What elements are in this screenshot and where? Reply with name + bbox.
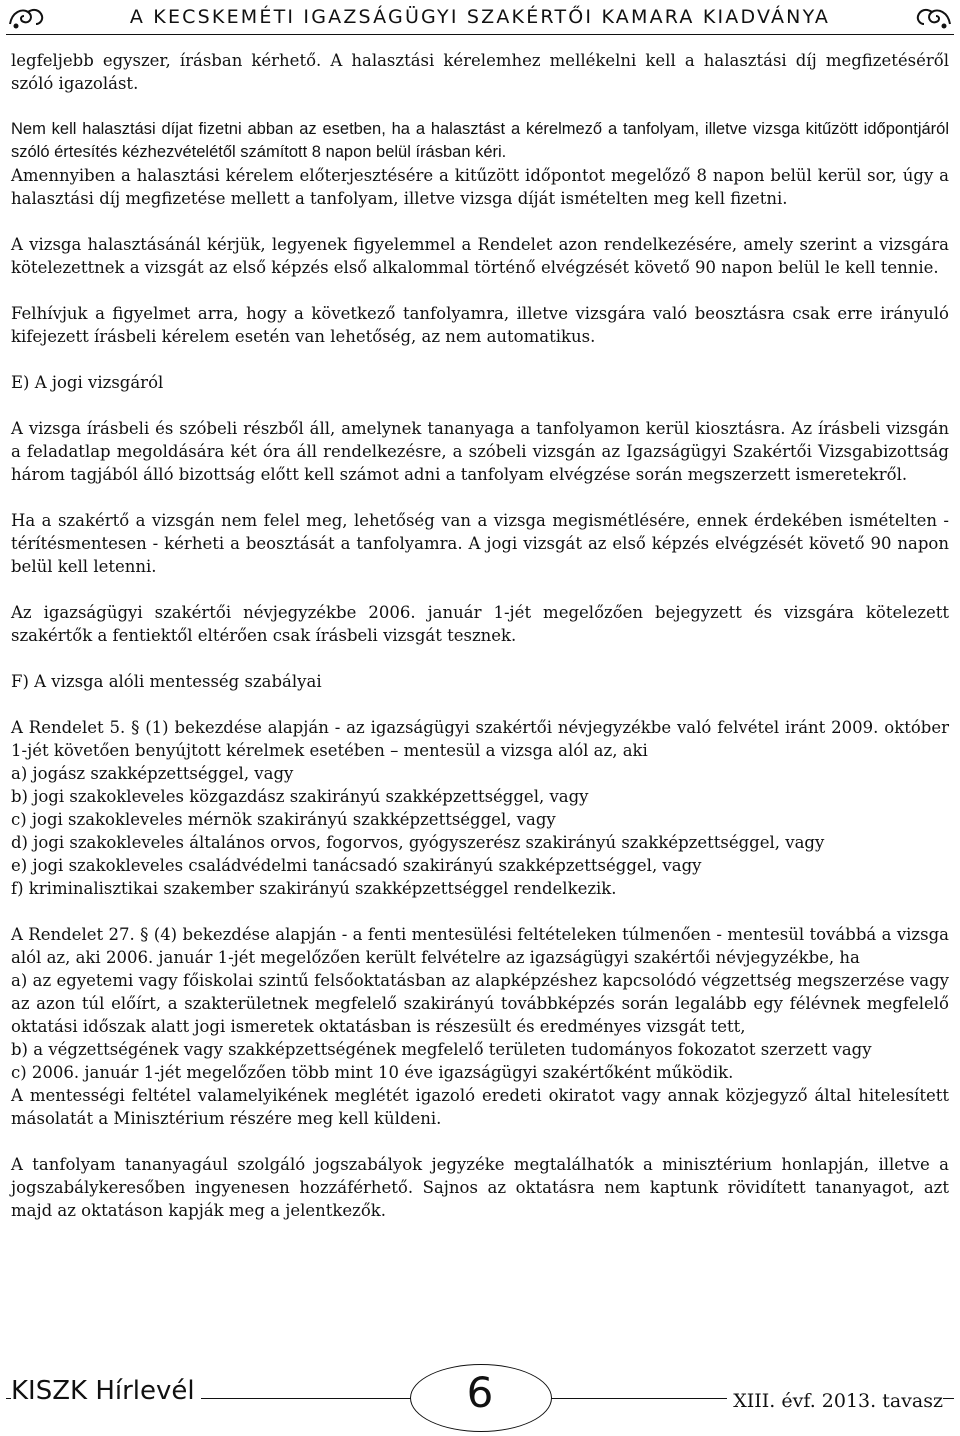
- paragraph-halasztasi-dij-8-nap: Amennyiben a halasztási kérelem előterjesztésére a kitűzött időpontot megelőző 8 napon belül kerül sor, úgy a halasztási díj megfizetése mellett a tanfolyam, illetve vizsga díját ismételten meg kell fizetni.: [11, 166, 949, 208]
- paragraph-felhivjuk: Felhívjuk a figyelmet arra, hogy a következő tanfolyamra, illetve vizsgára való beosztásra csak erre irányuló kifejezett írásbeli kérelem esetén van lehetőség, az nem automatikus.: [11, 304, 949, 346]
- list-item: c) 2006. január 1-jét megelőzően több mint 10 éve igazságügyi szakértőként működik.: [11, 1063, 734, 1082]
- list-item: a) az egyetemi vagy főiskolai szintű felsőoktatásban az alapképzéshez kapcsolódó végzettség megszerzése vagy az azon túl előírt, a szakterületnek megfelelő szakirányú továbbképzés során legalább egy félévnek megfelelő oktatási időszak alatt jogi ismeretek oktatásban is részesült és eredményes vizsgát tett,: [11, 971, 949, 1036]
- page-footer: [0, 1362, 960, 1436]
- paragraph-vizsga-ismetles: Ha a szakértő a vizsgán nem felel meg, lehetőség van a vizsga megismétlésére, ennek érdekében ismételten - térítésmentesen - kérheti a beosztását a tanfolyamra. A jogi vizsgát az első képzés elvégzését követő 90 napon belül kell letenni.: [11, 511, 949, 576]
- paragraph-90-nap: A vizsga halasztásánál kérjük, legyenek figyelemmel a Rendelet azon rendelkezésére, amely szerint a vizsgára kötelezettnek a vizsgát az első képzés első alkalommal történő elvégzését követő 90 napon belül le kell tennie.: [11, 235, 949, 277]
- list-item: b) jogi szakokleveles közgazdász szakirányú szakképzettséggel, vagy: [11, 787, 589, 806]
- list-item: b) a végzettségének vagy szakképzettségének megfelelő területen tudományos fokozatot szerzett vagy: [11, 1040, 872, 1059]
- list-item: a) jogász szakképzettséggel, vagy: [11, 764, 294, 783]
- header-title: A KECSKEMÉTI IGAZSÁGÜGYI SZAKÉRTŐI KAMARA KIADVÁNYA: [129, 6, 831, 28]
- header-rule: [6, 34, 954, 35]
- footer-issue: XIII. évf. 2013. tavasz: [727, 1390, 943, 1412]
- section-heading-e: E) A jogi vizsgáról: [11, 373, 164, 392]
- list-item: d) jogi szakokleveles általános orvos, fogorvos, gyógyszerész szakirányú szakképzettséggel, vagy: [11, 833, 825, 852]
- ornament-left-icon: [6, 4, 46, 32]
- paragraph-mentesseg-intro: A Rendelet 5. § (1) bekezdése alapján - az igazságügyi szakértői névjegyzékbe való felvétel iránt 2009. október 1-jét követően benyújtott kérelmek esetében – mentesül a vizsga alól az, aki: [11, 718, 949, 760]
- paragraph-2006-elott: Az igazságügyi szakértői névjegyzékbe 2006. január 1-jét megelőzően bejegyzett és vizsgára kötelezett szakértők a fentiektől eltérően csak írásbeli vizsgát tesznek.: [11, 603, 949, 645]
- list-item: f) kriminalisztikai szakember szakirányú szakképzettséggel rendelkezik.: [11, 879, 617, 898]
- page-content: [11, 49, 949, 1245]
- paragraph-27-paragrafus: A Rendelet 27. § (4) bekezdése alapján - a fenti mentesülési feltételeken túlmenően - mentesül továbbá a vizsga alól az, aki 2006. január 1-jét megelőzően került felvételre az igazságügyi szakértői névjegyzékbe, ha: [11, 925, 949, 967]
- paragraph-tananyag: A tanfolyam tananyagául szolgáló jogszabályok jegyzéke megtalálhatók a minisztérium honlapján, illetve a jogszabálykeresőben ingyenesen hozzáférhető. Sajnos az oktatásra nem kaptunk rövidített tananyagot, azt majd az oktatáson kapják meg a jelentkezők.: [11, 1155, 949, 1220]
- paragraph-vizsga-reszek: A vizsga írásbeli és szóbeli részből áll, amelynek tananyaga a tanfolyamon kerül kiosztásra. Az írásbeli vizsgán a feladatlap megoldására két óra áll rendelkezésre, a szóbeli vizsgán az Igazságügyi Szakértői Vizsgabizottság három tagjából álló bizottság előtt kell számot adni a tanfolyam elvégzése során megszerzett ismeretekről.: [11, 419, 949, 484]
- list-item: c) jogi szakokleveles mérnök szakirányú szakképzettséggel, vagy: [11, 810, 556, 829]
- paragraph-halasztasi-dij: Nem kell halasztási díjat fizetni abban az esetben, ha a halasztást a kérelmező a tanfolyam, illetve vizsga kitűzött időpontjáról szóló értesítés kézhezvételétől számított 8 napon belül írásban kéri.: [11, 120, 949, 161]
- page-header: [0, 0, 960, 42]
- list-item: e) jogi szakokleveles családvédelmi tanácsadó szakirányú szakképzettséggel, vagy: [11, 856, 702, 875]
- ornament-right-icon: [914, 4, 954, 32]
- paragraph-halasztas-kerelem: legfeljebb egyszer, írásban kérhető. A halasztási kérelemhez mellékelni kell a halasztási díj megfizetéséről szóló igazolást.: [11, 51, 949, 93]
- page-number: 6: [466, 1368, 494, 1417]
- section-heading-f: F) A vizsga alóli mentesség szabályai: [11, 672, 322, 691]
- footer-publication-name: KISZK Hírlevél: [11, 1376, 201, 1406]
- paragraph-okirat: A mentességi feltétel valamelyikének meglétét igazoló eredeti okiratot vagy annak közjegyző által hitelesített másolatát a Minisztérium részére meg kell küldeni.: [11, 1086, 949, 1128]
